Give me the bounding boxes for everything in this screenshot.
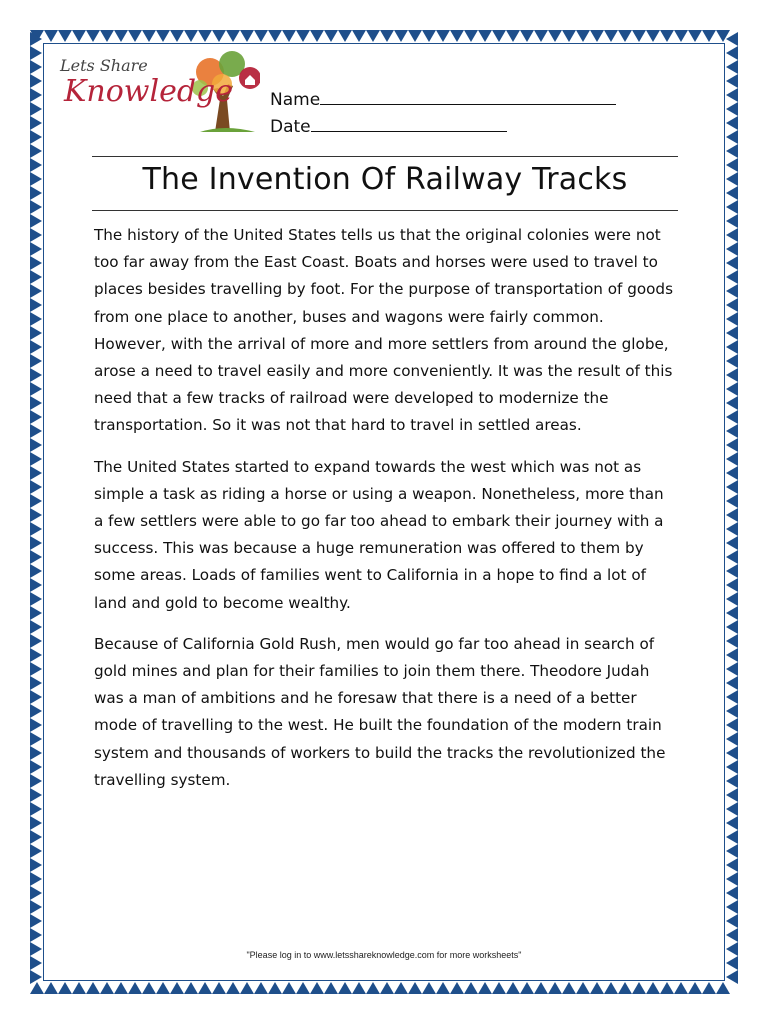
border-triangle <box>30 74 42 88</box>
border-triangle <box>478 30 492 42</box>
border-triangle <box>726 718 738 732</box>
border-triangle <box>726 284 738 298</box>
border-triangle <box>726 844 738 858</box>
border-triangle <box>30 312 42 326</box>
border-triangle <box>30 634 42 648</box>
border-triangle <box>726 452 738 466</box>
border-triangle <box>726 32 738 46</box>
border-triangle <box>726 396 738 410</box>
border-triangle <box>726 802 738 816</box>
border-triangle <box>198 982 212 994</box>
border-triangle <box>702 30 716 42</box>
border-triangle <box>30 298 42 312</box>
border-triangle <box>142 30 156 42</box>
border-triangle <box>726 116 738 130</box>
border-triangle <box>30 214 42 228</box>
document-body <box>94 222 674 808</box>
border-triangle <box>726 270 738 284</box>
border-triangle <box>408 30 422 42</box>
border-triangle <box>726 592 738 606</box>
border-triangle <box>30 494 42 508</box>
border-triangle <box>30 760 42 774</box>
border-triangle <box>726 228 738 242</box>
border-triangle <box>30 354 42 368</box>
border-triangle <box>726 298 738 312</box>
border-triangle <box>30 466 42 480</box>
border-triangle <box>86 30 100 42</box>
border-triangle <box>726 886 738 900</box>
border-triangle <box>366 982 380 994</box>
border-triangle <box>702 982 716 994</box>
border-triangle <box>184 30 198 42</box>
border-triangle <box>422 982 436 994</box>
date-field[interactable] <box>270 117 507 137</box>
border-triangle <box>58 30 72 42</box>
border-triangle <box>30 662 42 676</box>
border-triangle <box>674 30 688 42</box>
border-triangle <box>324 982 338 994</box>
border-triangle <box>30 130 42 144</box>
border-triangle <box>726 774 738 788</box>
border-triangle <box>296 982 310 994</box>
border-triangle <box>30 872 42 886</box>
border-triangle <box>632 30 646 42</box>
border-triangle <box>310 30 324 42</box>
border-triangle <box>268 30 282 42</box>
border-triangle <box>380 982 394 994</box>
border-triangle <box>726 410 738 424</box>
border-triangle <box>716 982 730 994</box>
border-triangle <box>30 746 42 760</box>
border-triangle <box>520 982 534 994</box>
border-triangle <box>240 982 254 994</box>
border-triangle <box>726 494 738 508</box>
border-triangle <box>646 982 660 994</box>
border-triangle <box>548 982 562 994</box>
border-triangle <box>688 982 702 994</box>
border-triangle <box>660 982 674 994</box>
border-triangle <box>30 816 42 830</box>
border-triangle <box>58 982 72 994</box>
border-triangle <box>184 982 198 994</box>
border-triangle <box>114 30 128 42</box>
border-triangle <box>30 970 42 984</box>
border-triangle <box>380 30 394 42</box>
border-triangle <box>726 634 738 648</box>
border-triangle <box>212 982 226 994</box>
border-triangle <box>450 982 464 994</box>
border-triangle <box>170 982 184 994</box>
border-triangle <box>30 270 42 284</box>
border-triangle <box>506 30 520 42</box>
border-triangle <box>30 508 42 522</box>
border-triangle <box>604 30 618 42</box>
border-triangle <box>726 928 738 942</box>
border-triangle <box>726 200 738 214</box>
border-triangle <box>436 30 450 42</box>
border-triangle <box>590 30 604 42</box>
lets-share-knowledge-logo <box>50 44 260 134</box>
name-field[interactable] <box>270 90 616 110</box>
border-triangle <box>142 982 156 994</box>
border-triangle <box>726 690 738 704</box>
border-triangle <box>660 30 674 42</box>
border-triangle <box>156 30 170 42</box>
border-triangle <box>44 982 58 994</box>
border-triangle <box>726 788 738 802</box>
border-triangle <box>30 522 42 536</box>
border-triangle <box>562 30 576 42</box>
border-triangle <box>324 30 338 42</box>
border-triangle <box>492 982 506 994</box>
border-triangle <box>726 578 738 592</box>
border-triangle <box>30 704 42 718</box>
border-triangle <box>30 592 42 606</box>
border-triangle <box>30 60 42 74</box>
border-triangle <box>30 718 42 732</box>
border-triangle <box>30 830 42 844</box>
border-triangle <box>30 200 42 214</box>
border-triangle <box>726 970 738 984</box>
border-triangle <box>30 326 42 340</box>
border-triangle <box>726 340 738 354</box>
border-triangle <box>618 982 632 994</box>
border-triangle <box>30 228 42 242</box>
border-triangle <box>436 982 450 994</box>
border-triangle <box>394 30 408 42</box>
border-triangle <box>30 648 42 662</box>
border-triangle <box>30 88 42 102</box>
border-triangle <box>352 982 366 994</box>
border-triangle <box>674 982 688 994</box>
border-triangle <box>30 788 42 802</box>
border-triangle <box>548 30 562 42</box>
paragraph-1: The history of the United States tells us that the original colonies were not too far away from the East Coast. Boats and horses were used to travel to places besides travelling by foot. For the purpose of transportation of goods from one place to another, buses and wagons were fairly common. However, with the arrival of more and more settlers from around the globe, arose a need to travel easily and more conveniently. It was the result of this need that a few tracks of railroad were developed to modernize the transportation. So it was not that hard to travel in settled areas. <box>94 226 673 435</box>
border-triangle <box>240 30 254 42</box>
border-triangle <box>646 30 660 42</box>
border-triangle <box>726 382 738 396</box>
border-triangle <box>226 982 240 994</box>
border-triangle <box>726 872 738 886</box>
border-triangle <box>254 30 268 42</box>
border-triangle <box>30 606 42 620</box>
border-triangle <box>726 760 738 774</box>
border-triangle <box>30 802 42 816</box>
border-triangle <box>726 536 738 550</box>
border-triangle <box>478 982 492 994</box>
border-triangle <box>30 158 42 172</box>
border-triangle <box>30 620 42 634</box>
border-triangle <box>726 746 738 760</box>
border-triangle <box>72 30 86 42</box>
border-triangle <box>30 550 42 564</box>
border-triangle <box>726 620 738 634</box>
footer-note: "Please log in to www.letsshareknowledge.com for more worksheets" <box>246 950 522 960</box>
border-triangle <box>100 30 114 42</box>
border-triangle <box>282 982 296 994</box>
border-triangle <box>726 354 738 368</box>
border-triangle <box>170 30 184 42</box>
border-triangle <box>576 30 590 42</box>
border-triangle <box>726 900 738 914</box>
border-triangle <box>100 982 114 994</box>
border-triangle <box>464 30 478 42</box>
border-triangle <box>254 982 268 994</box>
border-triangle <box>30 396 42 410</box>
border-triangle <box>464 982 478 994</box>
border-triangle <box>576 982 590 994</box>
border-triangle <box>726 550 738 564</box>
border-triangle <box>590 982 604 994</box>
border-triangle <box>726 130 738 144</box>
border-triangle <box>726 46 738 60</box>
border-triangle <box>30 102 42 116</box>
border-triangle <box>632 982 646 994</box>
border-triangle <box>726 312 738 326</box>
border-triangle <box>156 982 170 994</box>
border-triangle <box>726 74 738 88</box>
border-triangle <box>726 830 738 844</box>
name-blank-line[interactable] <box>320 90 616 105</box>
border-triangle <box>30 368 42 382</box>
date-label: Date <box>270 117 311 137</box>
border-triangle <box>310 982 324 994</box>
border-triangle <box>366 30 380 42</box>
border-triangle <box>726 662 738 676</box>
border-triangle <box>726 522 738 536</box>
title-top-rule <box>92 156 678 157</box>
border-triangle <box>726 60 738 74</box>
border-triangle <box>198 30 212 42</box>
border-triangle <box>212 30 226 42</box>
border-triangle <box>726 424 738 438</box>
border-triangle <box>72 982 86 994</box>
border-triangle <box>30 914 42 928</box>
border-triangle <box>30 410 42 424</box>
border-triangle <box>726 858 738 872</box>
border-triangle <box>338 982 352 994</box>
border-triangle <box>30 242 42 256</box>
border-triangle <box>394 982 408 994</box>
paragraph-3: Because of California Gold Rush, men would go far too ahead in search of gold mines and plan for their families to join them there. Theodore Judah was a man of ambitions and he foresaw that there is a need of a better mode of travelling to the west. He built the foundation of the modern train system and thousands of workers to build the tracks the revolutionized the travelling system. <box>94 634 666 789</box>
border-triangle <box>726 606 738 620</box>
border-triangle <box>726 732 738 746</box>
border-triangle <box>534 982 548 994</box>
border-triangle <box>30 186 42 200</box>
border-triangle <box>30 438 42 452</box>
name-label: Name <box>270 90 321 110</box>
border-triangle <box>726 326 738 340</box>
border-triangle <box>726 466 738 480</box>
title-bottom-rule <box>92 210 678 211</box>
paragraph-2: The United States started to expand towards the west which was not as simple a task as riding a horse or using a weapon. Nonetheless, more than a few settlers were able to go far too ahead to embark their journey with a success. This was because a huge remuneration was offered to them by some areas. Loads of families went to California in a hope to find a lot of land and gold to become wealthy. <box>94 457 664 612</box>
border-triangle <box>30 284 42 298</box>
border-triangle <box>534 30 548 42</box>
border-triangle <box>86 982 100 994</box>
border-triangle <box>128 982 142 994</box>
border-triangle <box>30 46 42 60</box>
border-triangle <box>726 158 738 172</box>
border-triangle <box>726 172 738 186</box>
border-triangle <box>726 144 738 158</box>
border-triangle <box>30 676 42 690</box>
border-triangle <box>30 564 42 578</box>
border-triangle <box>268 982 282 994</box>
border-triangle <box>492 30 506 42</box>
border-triangle <box>30 536 42 550</box>
border-triangle <box>726 914 738 928</box>
border-triangle <box>726 256 738 270</box>
border-triangle <box>726 438 738 452</box>
border-triangle <box>726 368 738 382</box>
date-blank-line[interactable] <box>311 117 507 132</box>
border-triangle <box>408 982 422 994</box>
border-triangle <box>726 648 738 662</box>
border-triangle <box>296 30 310 42</box>
border-triangle <box>338 30 352 42</box>
border-triangle <box>30 256 42 270</box>
border-triangle <box>226 30 240 42</box>
border-triangle <box>30 844 42 858</box>
border-triangle <box>30 340 42 354</box>
border-triangle <box>726 704 738 718</box>
logo-text-line2: Knowledge <box>64 74 233 109</box>
document-title: The Invention Of Railway Tracks <box>142 162 628 197</box>
border-triangle <box>44 30 58 42</box>
border-triangle <box>30 732 42 746</box>
border-triangle <box>30 144 42 158</box>
border-triangle <box>726 676 738 690</box>
border-triangle <box>30 452 42 466</box>
border-triangle <box>128 30 142 42</box>
border-triangle <box>114 982 128 994</box>
border-triangle <box>562 982 576 994</box>
border-triangle <box>30 928 42 942</box>
border-triangle <box>422 30 436 42</box>
border-triangle <box>726 242 738 256</box>
border-triangle <box>726 508 738 522</box>
border-triangle <box>450 30 464 42</box>
border-triangle <box>688 30 702 42</box>
border-triangle <box>30 858 42 872</box>
border-triangle <box>726 102 738 116</box>
border-triangle <box>726 480 738 494</box>
border-triangle <box>30 774 42 788</box>
logo-text-line1: Lets Share <box>60 56 148 75</box>
border-triangle <box>726 214 738 228</box>
border-triangle <box>30 886 42 900</box>
border-triangle <box>726 186 738 200</box>
border-triangle <box>30 382 42 396</box>
border-triangle <box>30 424 42 438</box>
border-triangle <box>30 982 44 994</box>
border-triangle <box>726 816 738 830</box>
border-triangle <box>716 30 730 42</box>
border-triangle <box>726 564 738 578</box>
border-triangle <box>30 116 42 130</box>
border-triangle <box>726 88 738 102</box>
border-triangle <box>30 690 42 704</box>
border-triangle <box>282 30 296 42</box>
border-triangle <box>30 480 42 494</box>
border-triangle <box>618 30 632 42</box>
border-triangle <box>506 982 520 994</box>
border-triangle <box>30 900 42 914</box>
border-triangle <box>352 30 366 42</box>
border-triangle <box>520 30 534 42</box>
border-triangle <box>30 578 42 592</box>
border-triangle <box>604 982 618 994</box>
border-triangle <box>30 172 42 186</box>
